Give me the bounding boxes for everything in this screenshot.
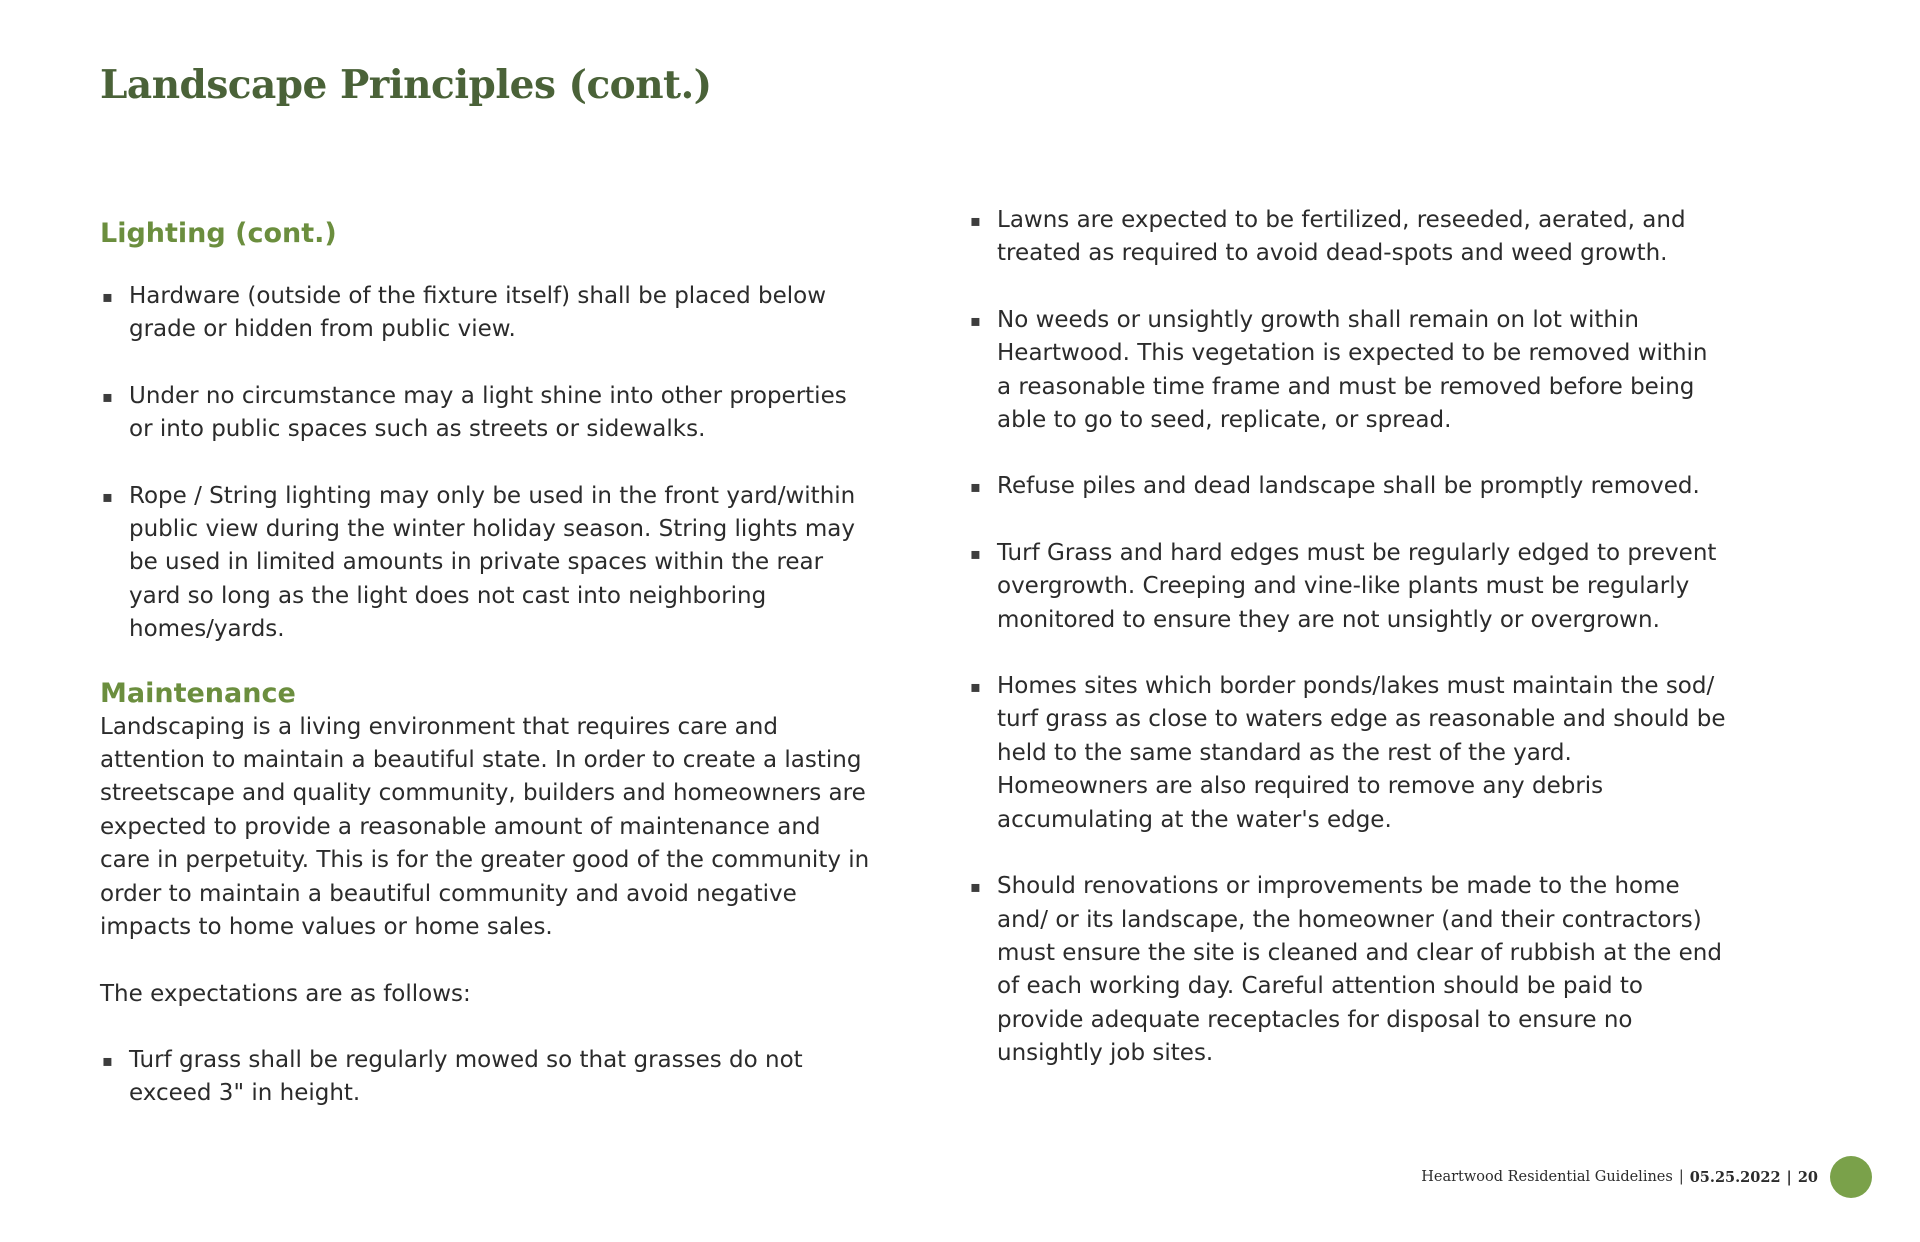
bullet-marker-icon: ▪ [102, 287, 113, 306]
list-item-text: Refuse piles and dead landscape shall be promptly removed. [997, 473, 1700, 500]
list-item-text: No weeds or unsightly growth shall remain on lot within Heartwood. This vegetation is expected to be removed within a reasonable time frame and must be removed before being able to go to seed, replicate, or spread. [997, 306, 1708, 434]
list-item [968, 870, 1728, 1070]
bullet-marker-icon: ▪ [102, 486, 113, 506]
lighting-bullet-list [100, 280, 870, 647]
list-item [968, 470, 1728, 503]
expectations-intro: The expectations are as follows: [100, 980, 471, 1007]
lighting-heading: Lighting (cont.) [100, 218, 337, 249]
maintenance-bullet-list [100, 1044, 870, 1111]
bullet-marker-icon: ▪ [970, 877, 981, 897]
list-item [100, 1044, 870, 1111]
right-column [968, 207, 1728, 1104]
list-item-text: Homes sites which border ponds/lakes must maintain the sod/ turf grass as close to waters edge as reasonable and should be held to the same standard as the rest of the yard. Homeowners are also required to remove any debris accumulating at the water's edge. [997, 673, 1726, 833]
list-item [100, 380, 870, 447]
bullet-marker-icon: ▪ [970, 310, 981, 330]
left-column [100, 214, 870, 1144]
footer-document-name: Heartwood Residential Guidelines [1421, 1169, 1673, 1185]
bullet-marker-icon: ▪ [102, 386, 113, 406]
list-item-text: Lawns are expected to be fertilized, reseeded, aerated, and treated as required to avoid dead-spots and weed growth. [997, 207, 1686, 267]
list-item-text: Under no circumstance may a light shine into other properties or into public spaces such as streets or sidewalks. [129, 382, 847, 443]
maintenance-continued-bullet-list [968, 204, 1728, 1071]
bullet-marker-icon: ▪ [970, 211, 981, 230]
footer-separator: | [1678, 1169, 1684, 1185]
maintenance-heading: Maintenance [100, 677, 296, 709]
bullet-marker-icon: ▪ [970, 677, 981, 697]
list-item [968, 537, 1728, 637]
footer-date: 05.25.2022 [1689, 1168, 1781, 1186]
list-item-text: Hardware (outside of the fixture itself) shall be placed below grade or hidden from public view. [129, 283, 827, 343]
page-dot-icon [1830, 1156, 1872, 1198]
page-footer [1421, 1156, 1872, 1198]
footer-page-number: 20 [1797, 1168, 1818, 1186]
page-title: Landscape Principles (cont.) [100, 62, 712, 108]
list-item-text: Should renovations or improvements be made to the home and/ or its landscape, the homeowner (and their contractors) must ensure the site is cleaned and clear of rubbish at the end of each working day. Careful attention should be paid to provide adequate receptacles for disposal to ensure no unsightly job sites. [997, 873, 1722, 1067]
list-item [968, 204, 1728, 271]
bullet-marker-icon: ▪ [970, 543, 981, 563]
list-item [100, 280, 870, 347]
footer-separator: | [1786, 1168, 1792, 1186]
list-item-text: Turf Grass and hard edges must be regularly edged to prevent overgrowth. Creeping and vine-like plants must be regularly monitored to ensure they are not unsightly or overgrown. [997, 539, 1717, 633]
bullet-marker-icon: ▪ [102, 1050, 113, 1070]
list-item-text: Turf grass shall be regularly mowed so that grasses do not exceed 3" in height. [129, 1046, 803, 1107]
list-item [968, 304, 1728, 438]
maintenance-intro: Landscaping is a living environment that requires care and attention to maintain a beautiful state. In order to create a lasting streetscape and quality community, builders and homeowners are expected to provide a reasonable amount of maintenance and care in perpetuity. This is for the greater good of the community in order to maintain a beautiful community and avoid negative impacts to home values or home sales. [100, 713, 870, 941]
bullet-marker-icon: ▪ [970, 477, 981, 497]
list-item [100, 480, 870, 647]
list-item-text: Rope / String lighting may only be used in the front yard/within public view during the winter holiday season. String lights may be used in limited amounts in private spaces within the rear yard so long as the light does not cast into neighboring homes/yards. [129, 482, 856, 643]
list-item [968, 670, 1728, 837]
